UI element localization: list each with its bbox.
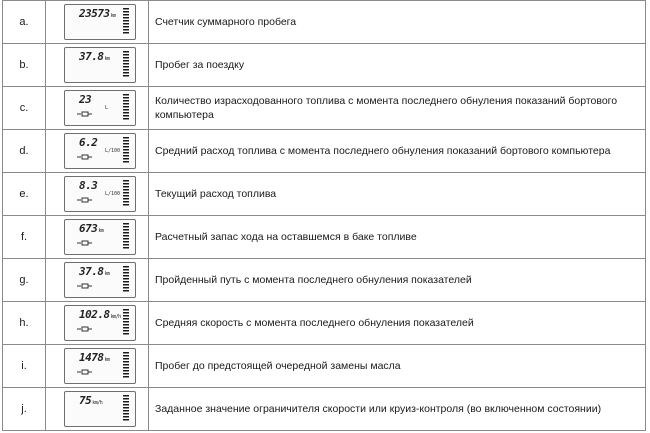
row-letter: b. [3, 44, 46, 87]
table-row [3, 345, 646, 388]
lcd-value [79, 179, 98, 192]
display-cell [46, 173, 149, 216]
row-description: Заданное значение ограничителя скорости или круиз-контроля (во включенном состоянии) [149, 388, 646, 431]
fuel-pump-icon [75, 110, 95, 118]
display-cell [46, 130, 149, 173]
fuel-pump-icon [75, 153, 95, 161]
display-cell [46, 388, 149, 431]
lcd-display-illustration [64, 219, 136, 255]
lcd-sub-unit: L/100 [105, 191, 121, 197]
row-letter: d. [3, 130, 46, 173]
row-description: Текущий расход топлива [149, 173, 646, 216]
fuel-level-bar-icon [123, 94, 129, 121]
row-description: Средняя скорость с момента последнего обнуления показателей [149, 302, 646, 345]
lcd-value [79, 265, 110, 278]
fuel-level-bar-icon [123, 137, 129, 164]
lcd-unit: km/h [92, 400, 103, 406]
row-description: Счетчик суммарного пробега [149, 1, 646, 44]
lcd-display-illustration [64, 391, 136, 427]
lcd-display-illustration [64, 133, 136, 169]
lcd-unit: km [104, 56, 110, 62]
table-row [3, 87, 646, 130]
row-letter: i. [3, 345, 46, 388]
lcd-number: 37.8 [79, 265, 104, 278]
lcd-unit: km [104, 357, 110, 363]
fuel-level-bar-icon [123, 395, 129, 422]
fuel-level-bar-icon [123, 180, 129, 207]
lcd-sub-unit: L [105, 105, 109, 111]
lcd-value [79, 50, 110, 63]
display-cell [46, 259, 149, 302]
fuel-level-bar-icon [123, 8, 129, 35]
lcd-unit: km [98, 228, 104, 234]
lcd-number: 75 [79, 394, 92, 407]
fuel-pump-icon [75, 239, 95, 247]
lcd-sub-unit: L/100 [105, 148, 121, 154]
row-letter: e. [3, 173, 46, 216]
lcd-unit: km/h [110, 314, 121, 320]
lcd-display-illustration [64, 305, 136, 341]
table-row [3, 302, 646, 345]
lcd-display-illustration [64, 348, 136, 384]
lcd-display-illustration [64, 47, 136, 83]
lcd-number: 6.2 [79, 136, 98, 149]
lcd-display-illustration [64, 176, 136, 212]
display-cell [46, 44, 149, 87]
fuel-level-bar-icon [123, 51, 129, 78]
fuel-level-bar-icon [123, 352, 129, 379]
lcd-value [79, 7, 116, 20]
fuel-level-bar-icon [123, 266, 129, 293]
lcd-number: 23573 [79, 7, 110, 20]
lcd-display-illustration [64, 262, 136, 298]
display-cell [46, 87, 149, 130]
lcd-value [79, 308, 121, 321]
row-letter: j. [3, 388, 46, 431]
row-description: Средний расход топлива с момента последнего обнуления показаний бортового компьютера [149, 130, 646, 173]
lcd-value [79, 136, 98, 149]
fuel-pump-icon [75, 325, 95, 333]
row-description: Пробег до предстоящей очередной замены масла [149, 345, 646, 388]
table-row [3, 44, 646, 87]
table-row [3, 216, 646, 259]
lcd-display-illustration [64, 90, 136, 126]
table-row [3, 173, 646, 216]
lcd-number: 37.8 [79, 50, 104, 63]
lcd-value [79, 394, 102, 407]
display-cell [46, 302, 149, 345]
lcd-number: 23 [79, 93, 92, 106]
lcd-number: 673 [79, 222, 98, 235]
row-letter: c. [3, 87, 46, 130]
fuel-pump-icon [75, 282, 95, 290]
table-row [3, 259, 646, 302]
table-row [3, 388, 646, 431]
table-row [3, 1, 646, 44]
functions-table [2, 0, 646, 431]
lcd-value [79, 93, 92, 106]
fuel-level-bar-icon [123, 309, 129, 336]
table-row [3, 130, 646, 173]
fuel-level-bar-icon [123, 223, 129, 250]
row-letter: a. [3, 1, 46, 44]
row-description: Расчетный запас хода на оставшемся в баке топливе [149, 216, 646, 259]
display-cell [46, 1, 149, 44]
lcd-value [79, 222, 103, 235]
display-cell [46, 345, 149, 388]
lcd-number: 8.3 [79, 179, 98, 192]
fuel-pump-icon [75, 368, 95, 376]
lcd-number: 102.8 [79, 308, 110, 321]
lcd-number: 1478 [79, 351, 104, 364]
lcd-value [79, 351, 110, 364]
lcd-unit: km [104, 271, 110, 277]
lcd-unit: km [110, 13, 116, 19]
lcd-display-illustration [64, 4, 136, 40]
row-letter: h. [3, 302, 46, 345]
row-description: Пробег за поездку [149, 44, 646, 87]
fuel-pump-icon [75, 196, 95, 204]
row-description: Количество израсходованного топлива с момента последнего обнуления показаний бортового компьютера [149, 87, 646, 130]
display-cell [46, 216, 149, 259]
row-description: Пройденный путь с момента последнего обнуления показателей [149, 259, 646, 302]
row-letter: f. [3, 216, 46, 259]
row-letter: g. [3, 259, 46, 302]
